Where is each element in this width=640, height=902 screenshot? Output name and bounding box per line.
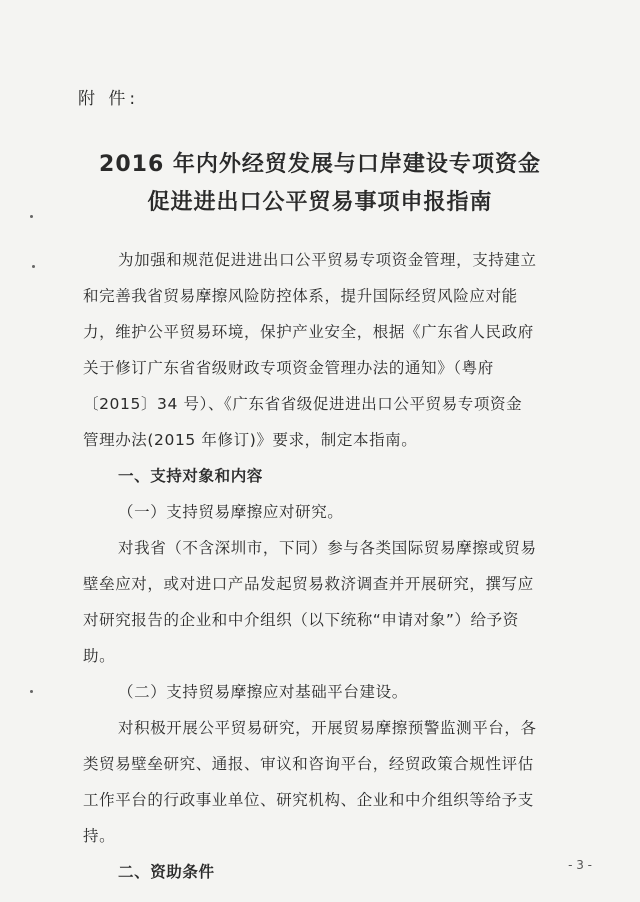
attachment-label: 附 件: [78,89,140,109]
scan-speck [30,690,33,693]
paragraph-line: 工作平台的行政事业单位、研究机构、企业和中介组织等给予支 [83,791,534,809]
paragraph-line: 对积极开展公平贸易研究，开展贸易摩擦预警监测平台，各 [118,719,537,737]
paragraph-line: 类贸易壁垒研究、通报、审议和咨询平台，经贸政策合规性评估 [83,755,534,773]
paragraph-line: 壁垒应对，或对进口产品发起贸易救济调查并开展研究，撰写应 [83,575,534,593]
title-line-2: 促进进出口公平贸易事项申报指南 [147,190,493,215]
intro-line: 力，维护公平贸易环境，保护产业安全，根据《广东省人民政府 [83,323,534,341]
intro-line: 和完善我省贸易摩擦风险防控体系，提升国际经贸风险应对能 [83,287,518,305]
scan-speck [32,265,35,268]
subsection-2-heading: （二）支持贸易摩擦应对基础平台建设。 [118,683,408,701]
title-line-1: 2016 年内外经贸发展与口岸建设专项资金 [99,152,541,177]
subsection-1-heading: （一）支持贸易摩擦应对研究。 [118,503,344,521]
intro-line: 为加强和规范促进进出口公平贸易专项资金管理，支持建立 [118,251,537,269]
paragraph-line: 对研究报告的企业和中介组织（以下统称“申请对象”）给予资 [83,611,519,629]
page-number: - 3 - [568,858,592,872]
intro-line: 管理办法(2015 年修订)》要求，制定本指南。 [83,431,418,449]
scan-speck [30,215,33,218]
section-2-heading: 二、资助条件 [118,863,215,881]
paragraph-line: 持。 [83,827,116,845]
intro-line: 关于修订广东省省级财政专项资金管理办法的通知》（粤府 [83,359,494,377]
section-1-heading: 一、支持对象和内容 [118,467,263,485]
paragraph-line: 助。 [83,647,116,665]
paragraph-line: 对我省（不含深圳市，下同）参与各类国际贸易摩擦或贸易 [118,539,537,557]
intro-line: 〔2015〕34 号）、《广东省省级促进进出口公平贸易专项资金 [83,395,523,413]
